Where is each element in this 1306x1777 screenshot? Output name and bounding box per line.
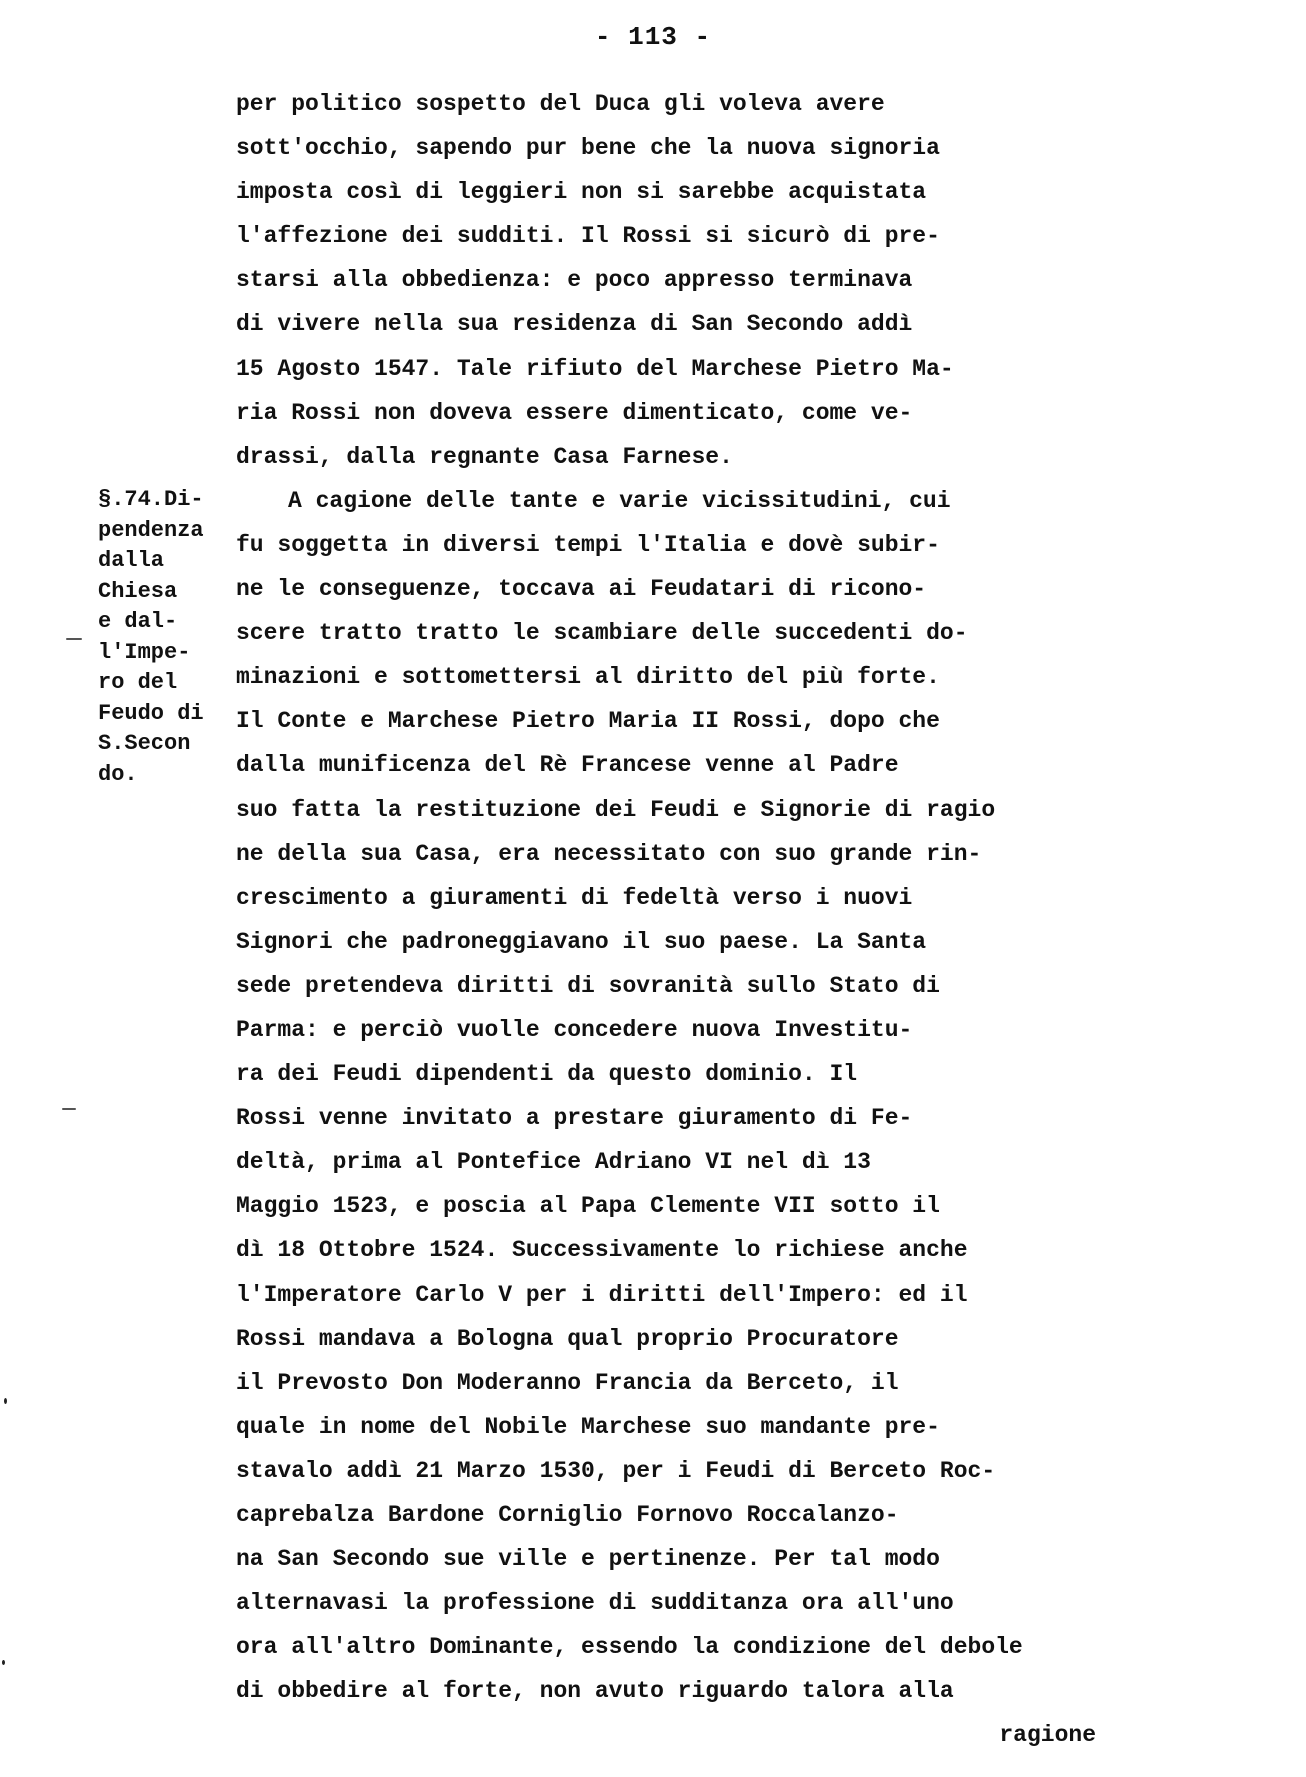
text-line: stavalo addì 21 Marzo 1530, per i Feudi di Berceto Roc- [236,1457,996,1484]
text-line: sott'occhio, sapendo pur bene che la nuova signoria [236,135,940,162]
margin-note-line: §.74.Di- [98,487,204,512]
text-line: l'affezione dei sudditi. Il Rossi si sicurò di pre- [236,223,940,250]
text-line: imposta così di leggieri non si sarebbe acquistata [236,179,927,206]
text-line: crescimento a giuramenti di fedeltà verso i nuovi [236,884,913,911]
catchword: ragione [999,1722,1096,1749]
text-line: suo fatta la restituzione dei Feudi e Signorie di ragio [236,796,996,823]
text-line: Rossi mandava a Bologna qual proprio Procuratore [236,1325,899,1352]
text-line: Signori che padroneggiavano il suo paese. La Santa [236,928,927,955]
text-line: ra dei Feudi dipendenti da questo dominio. Il [236,1061,858,1088]
scan-speck [66,638,82,640]
body-text [236,82,1096,1758]
text-line: quale in nome del Nobile Marchese suo mandante pre- [236,1413,940,1440]
margin-note-line: S.Secon [98,731,191,756]
scan-speck [2,1660,5,1665]
text-line: dalla munificenza del Rè Francese venne al Padre [236,752,899,779]
margin-note-line: Feudo di [98,700,204,726]
text-line: Rossi venne invitato a prestare giuramento di Fe- [236,1105,913,1132]
margin-note-line: e dal- [98,609,178,634]
margin-note [98,485,238,790]
page-number: - 113 - [594,22,712,52]
text-line: scere tratto tratto le scambiare delle succedenti do- [236,620,968,647]
text-line: deltà, prima al Pontefice Adriano VI nel dì 13 [236,1149,871,1176]
margin-note-line: l'Impe- [98,639,191,665]
text-line: 15 Agosto 1547. Tale rifiuto del Marchese Pietro Ma- [236,355,954,382]
text-line: l'Imperatore Carlo V per i diritti dell'Impero: ed il [236,1281,968,1308]
text-line: ria Rossi non doveva essere dimenticato, come ve- [236,399,913,426]
text-line: Parma: e perciò vuolle concedere nuova Investitu- [236,1016,913,1043]
margin-note-line: Chiesa [98,578,178,604]
text-line: dì 18 Ottobre 1524. Successivamente lo richiese anche [236,1237,968,1264]
text-line: Maggio 1523, e poscia al Papa Clemente VII sotto il [236,1193,940,1220]
text-line: starsi alla obbedienza: e poco appresso terminava [236,267,913,294]
text-line: na San Secondo sue ville e pertinenze. Per tal modo [236,1546,940,1573]
text-line: Il Conte e Marchese Pietro Maria II Rossi, dopo che [236,708,940,735]
text-line: drassi, dalla regnante Casa Farnese. [236,443,733,470]
scan-speck [62,1108,76,1110]
text-line: A cagione delle tante e varie vicissitudini, cui [288,487,951,514]
text-line: ora all'altro Dominante, essendo la condizione del debole [236,1634,1023,1661]
scan-speck [4,1398,7,1404]
margin-note-line: dalla [98,548,165,573]
text-line: minazioni e sottomettersi al diritto del più forte. [236,664,940,691]
margin-note-line: pendenza [98,517,204,543]
text-line: di vivere nella sua residenza di San Secondo addì [236,311,913,338]
text-line: per politico sospetto del Duca gli voleva avere [236,91,885,117]
text-line: sede pretendeva diritti di sovranità sullo Stato di [236,972,940,999]
text-line: ne della sua Casa, era necessitato con suo grande rin- [236,840,982,867]
text-line: alternavasi la professione di sudditanza ora all'uno [236,1590,954,1617]
text-line: ne le conseguenze, toccava ai Feudatari di ricono- [236,576,927,603]
text-line: fu soggetta in diversi tempi l'Italia e dovè subir- [236,531,940,558]
text-line: il Prevosto Don Moderanno Francia da Berceto, il [236,1369,899,1396]
text-line: caprebalza Bardone Corniglio Fornovo Roccalanzo- [236,1502,899,1528]
margin-note-line: ro del [98,670,178,695]
text-line: di obbedire al forte, non avuto riguardo talora alla [236,1678,954,1705]
margin-note-line: do. [98,761,138,787]
